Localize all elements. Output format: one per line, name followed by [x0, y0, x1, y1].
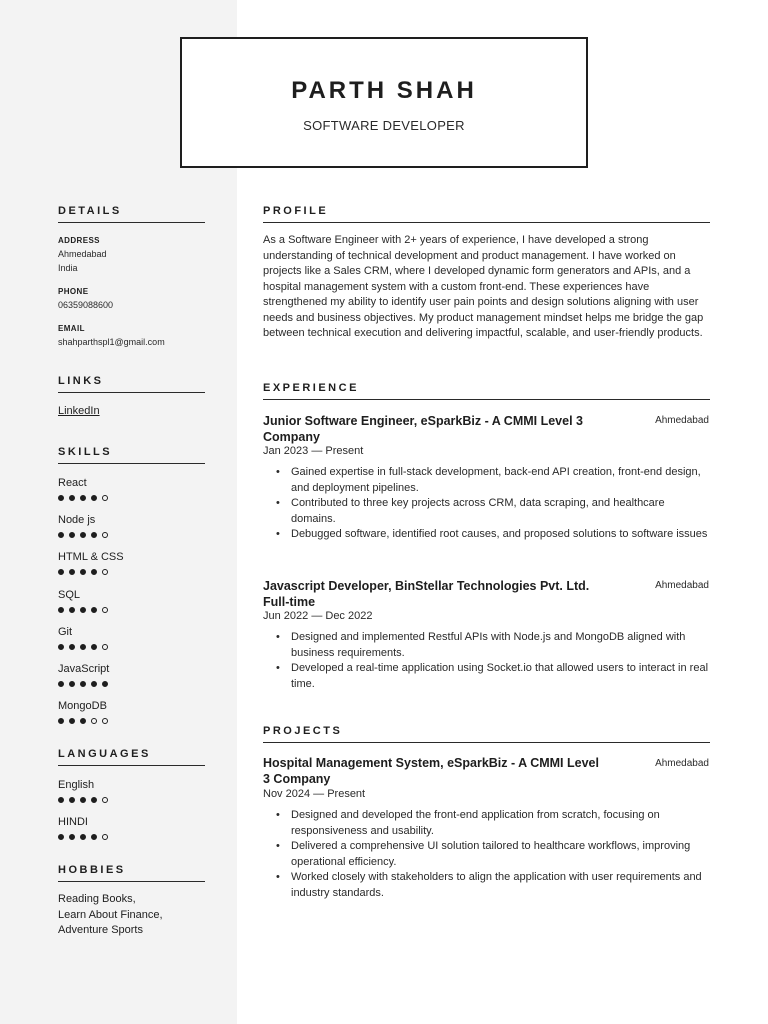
experience-location: Ahmedabad	[655, 415, 709, 426]
links-heading: LINKS	[58, 375, 205, 393]
skills-heading: SKILLS	[58, 446, 205, 464]
linkedin-link[interactable]: LinkedIn	[58, 405, 100, 417]
rating-dot	[102, 644, 108, 650]
details-heading: DETAILS	[58, 205, 205, 223]
rating-dot	[91, 569, 97, 575]
hobby-item: Reading Books,	[58, 893, 136, 905]
experience-dates: Jan 2023 — Present	[263, 445, 364, 457]
rating-dot	[69, 797, 75, 803]
language-item	[58, 815, 208, 840]
skill-item	[58, 550, 208, 575]
hobbies-list	[58, 892, 163, 939]
bullet-item: • Gained expertise in full-stack development, back-end API creation, front-end design, and deployment pipelines.	[276, 465, 712, 496]
rating-dot	[80, 681, 86, 687]
bullet-item: • Contributed to three key projects across CRM, data scraping, and healthcare domains.	[276, 496, 712, 527]
address-label: ADDRESS	[58, 236, 100, 245]
rating-dot	[80, 718, 86, 724]
language-rating	[58, 834, 208, 840]
rating-dot	[69, 607, 75, 613]
rating-dot	[91, 644, 97, 650]
experience-heading: EXPERIENCE	[263, 382, 710, 400]
email-label: EMAIL	[58, 324, 85, 333]
rating-dot	[102, 532, 108, 538]
skill-item	[58, 662, 208, 687]
rating-dot	[69, 569, 75, 575]
rating-dot	[102, 495, 108, 501]
hobby-item: Adventure Sports	[58, 924, 143, 936]
rating-dot	[80, 644, 86, 650]
rating-dot	[91, 718, 97, 724]
skill-item	[58, 476, 208, 501]
address-line1: Ahmedabad	[58, 249, 107, 259]
rating-dot	[58, 532, 64, 538]
rating-dot	[69, 681, 75, 687]
skill-item	[58, 513, 208, 538]
rating-dot	[80, 495, 86, 501]
email-value: shahparthspl1@gmail.com	[58, 337, 165, 347]
rating-dot	[80, 834, 86, 840]
rating-dot	[91, 495, 97, 501]
skill-rating	[58, 644, 208, 650]
rating-dot	[102, 681, 108, 687]
rating-dot	[58, 834, 64, 840]
skill-rating	[58, 607, 208, 613]
language-rating	[58, 797, 208, 803]
languages-heading: LANGUAGES	[58, 748, 205, 766]
rating-dot	[91, 834, 97, 840]
project-dates: Nov 2024 — Present	[263, 788, 366, 800]
skill-rating	[58, 569, 208, 575]
rating-dot	[58, 607, 64, 613]
bullet-item: • Worked closely with stakeholders to align the application with user requirements and industry standards.	[276, 870, 712, 901]
address-line2: India	[58, 263, 78, 273]
language-name: English	[58, 779, 95, 791]
hobbies-heading: HOBBIES	[58, 864, 205, 882]
rating-dot	[102, 569, 108, 575]
skill-item	[58, 588, 208, 613]
skill-item	[58, 699, 208, 724]
skill-name: MongoDB	[58, 700, 107, 713]
skill-name: Node js	[58, 514, 96, 527]
skill-name: Git	[58, 625, 73, 638]
experience-bullets	[276, 465, 712, 543]
rating-dot	[58, 569, 64, 575]
project-title: Hospital Management System, eSparkBiz - A CMMI Level 3 Company	[263, 756, 599, 786]
experience-bullets	[276, 630, 712, 692]
rating-dot	[69, 532, 75, 538]
bullet-item: • Designed and developed the front-end application from scratch, focusing on responsiveness and usability.	[276, 808, 712, 839]
rating-dot	[58, 797, 64, 803]
rating-dot	[69, 834, 75, 840]
rating-dot	[58, 718, 64, 724]
skill-name: JavaScript	[58, 663, 110, 675]
rating-dot	[102, 797, 108, 803]
bullet-item: • Debugged software, identified root causes, and proposed solutions to software issues	[276, 527, 712, 543]
rating-dot	[80, 569, 86, 575]
language-item	[58, 778, 208, 803]
experience-location: Ahmedabad	[655, 580, 709, 591]
rating-dot	[58, 644, 64, 650]
candidate-name: PARTH SHAH	[291, 77, 477, 104]
skill-name: HTML & CSS	[58, 551, 124, 564]
rating-dot	[91, 532, 97, 538]
experience-title: Javascript Developer, BinStellar Technologies Pvt. Ltd. Full-time	[263, 579, 590, 609]
rating-dot	[69, 495, 75, 501]
skill-rating	[58, 681, 208, 687]
rating-dot	[102, 718, 108, 724]
bullet-item: • Developed a real-time application using Socket.io that allowed users to interact in real time.	[276, 661, 712, 692]
hobby-item: Learn About Finance,	[58, 908, 163, 921]
rating-dot	[102, 834, 108, 840]
rating-dot	[80, 607, 86, 613]
candidate-title: SOFTWARE DEVELOPER	[303, 118, 465, 133]
skill-item	[58, 625, 208, 650]
rating-dot	[69, 644, 75, 650]
rating-dot	[91, 607, 97, 613]
rating-dot	[80, 532, 86, 538]
rating-dot	[58, 681, 64, 687]
rating-dot	[102, 607, 108, 613]
project-location: Ahmedabad	[655, 758, 709, 769]
skill-rating	[58, 718, 208, 724]
phone-value: 06359088600	[58, 300, 114, 310]
rating-dot	[91, 797, 97, 803]
language-name: HINDI	[58, 816, 88, 828]
projects-heading: PROJECTS	[263, 725, 710, 743]
bullet-item: • Designed and implemented Restful APIs with Node.js and MongoDB aligned with business requirements.	[276, 630, 712, 661]
skill-name: SQL	[58, 588, 81, 601]
experience-title: Junior Software Engineer, eSparkBiz - A CMMI Level 3 Company	[263, 414, 583, 444]
skill-name: React	[58, 477, 87, 489]
name-header	[180, 37, 588, 168]
skill-rating	[58, 532, 208, 538]
experience-dates: Jun 2022 — Dec 2022	[263, 610, 373, 622]
rating-dot	[91, 681, 97, 687]
rating-dot	[58, 495, 64, 501]
rating-dot	[80, 797, 86, 803]
phone-label: PHONE	[58, 287, 89, 296]
project-bullets	[276, 808, 712, 901]
rating-dot	[69, 718, 75, 724]
profile-text: As a Software Engineer with 2+ years of experience, I have developed a strong understanding of technical development and product management. I have worked on projects like a Sales CRM, where I developed dynamic form generators and APIs, and a hospital management system with a custom front-end. These experiences have strengthened my ability to identify user pain points and design solutions aligning with user needs and business objectives. My product management mindset helps me bridge the gap between technical execution and delivering impactful, scalable, and user-friendly products.	[263, 234, 704, 339]
profile-heading: PROFILE	[263, 205, 710, 223]
skill-rating	[58, 495, 208, 501]
bullet-item: • Delivered a comprehensive UI solution tailored to healthcare workflows, improving operational efficiency.	[276, 839, 712, 870]
